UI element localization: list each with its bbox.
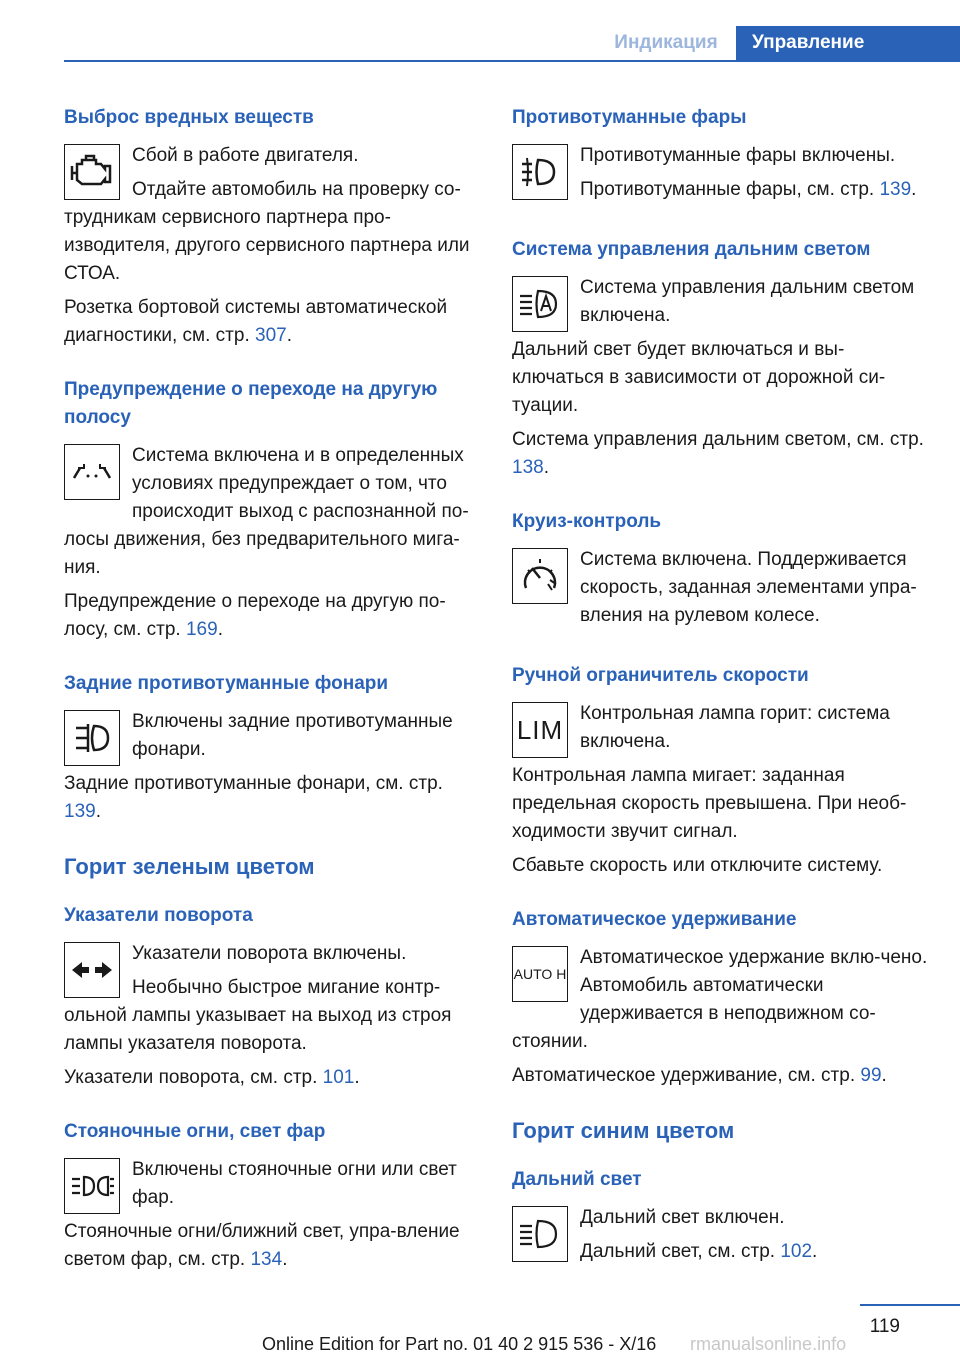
section-lane-departure xyxy=(64,376,484,644)
page-ref-link[interactable]: 134 xyxy=(250,1249,283,1270)
turn-text-1: Указатели поворота включены. xyxy=(132,943,407,964)
autohold-ref-text: Автоматическое удерживание, см. стр. xyxy=(512,1065,861,1086)
section-auto-hold xyxy=(512,906,932,1090)
rear-fog-light-icon xyxy=(64,710,120,766)
section-title-cruise: Круиз-контроль xyxy=(512,511,662,532)
rear-fog-text-1: Включены задние противотуманные фонари. xyxy=(132,711,453,760)
limiter-text-3: Сбавьте скорость или отключите систему. xyxy=(512,855,883,876)
section-title-parking: Стояночные огни, свет фар xyxy=(64,1121,326,1142)
section-title-turn: Указатели поворота xyxy=(64,905,253,926)
section-cruise-control xyxy=(512,508,932,636)
cruise-text-1: Система включена. Поддерживается скорость, заданная элементами упра-вления на рулевом колесе. xyxy=(580,549,917,626)
lane-ref-text: Предупреждение о переходе на другую по-лосу, см. стр. xyxy=(64,591,446,640)
section-title-lane: Предупреждение о переходе на другую полосу xyxy=(64,379,438,428)
rear-fog-text-2: Задние противотуманные фонари, см. стр. 139. xyxy=(64,773,443,822)
parking-text-2: Стояночные огни/ближний свет, упра-вление светом фар, см. стр. 134. xyxy=(64,1221,460,1270)
engine-check-icon xyxy=(64,144,120,200)
page-ref-link[interactable]: 139 xyxy=(64,801,96,822)
tab-control[interactable]: Управление xyxy=(736,26,960,62)
auto-hold-icon xyxy=(512,946,568,1002)
hba-ref-text: Система управления дальним светом, см. стр. xyxy=(512,429,924,450)
page-ref-link[interactable]: 169 xyxy=(185,619,218,640)
speed-limiter-icon-label: LIM xyxy=(516,714,564,745)
turn-text-2: Необычно быстрое мигание контр-ольной лампы указывает на выход из строя лампы указателя поворота. xyxy=(64,977,452,1054)
turn-signal-icon xyxy=(64,942,120,998)
autohold-text-2: Автоматическое удерживание, см. стр. 99. xyxy=(512,1065,887,1086)
page-ref-link[interactable]: 138 xyxy=(512,457,544,478)
turn-ref-text: Указатели поворота, см. стр. xyxy=(64,1067,323,1088)
section-title-front-fog: Противотуманные фары xyxy=(512,107,747,128)
autohold-text-1: Автоматическое удержание вклю-чено. Автомобиль автоматически удерживается в неподвижном со-стоянии. xyxy=(512,947,928,1052)
section-speed-limiter xyxy=(512,662,932,880)
hba-text-3: Система управления дальним светом, см. стр. 138. xyxy=(512,429,924,478)
watermark: rmanualsonline.info xyxy=(690,1334,847,1354)
section-title-hba: Система управления дальним светом xyxy=(512,239,871,260)
section-parking-lights xyxy=(64,1118,484,1274)
right-column xyxy=(512,104,932,1298)
section-front-fog xyxy=(512,104,932,210)
section-title-rear-fog: Задние противотуманные фонари xyxy=(64,673,389,694)
lane-text-2: Предупреждение о переходе на другую по-лосу, см. стр. 169. xyxy=(64,591,446,640)
section-title-autohold: Автоматическое удерживание xyxy=(512,909,797,930)
lane-text-1: Система включена и в определенных условиях предупреждает о том, что происходит выход с распознанной по-лосы движения, без предварительного мига-ния. xyxy=(64,445,469,578)
parking-light-icon xyxy=(64,1158,120,1214)
front-fog-text-1: Противотуманные фары включены. xyxy=(580,145,896,166)
hba-text-2: Дальний свет будет включаться и вы-ключаться в зависимости от дорожной си-туации. xyxy=(512,339,886,416)
parking-ref-text: Стояночные огни/ближний свет, упра-вление светом фар, см. стр. xyxy=(64,1221,460,1270)
emissions-text-1: Сбой в работе двигателя. xyxy=(132,145,359,166)
front-fog-light-icon xyxy=(512,144,568,200)
high-beam-text-1: Дальний свет включен. xyxy=(580,1207,785,1228)
front-fog-text-2: Противотуманные фары, см. стр. 139. xyxy=(580,179,917,200)
section-title-emissions: Выброс вредных веществ xyxy=(64,107,314,128)
page-ref-link[interactable]: 102 xyxy=(780,1241,813,1262)
high-beam-text-2: Дальний свет, см. стр. 102. xyxy=(580,1241,818,1262)
emissions-text-3: Розетка бортовой системы автоматической диагностики, см. стр. 307. xyxy=(64,297,448,346)
emissions-text-2: Отдайте автомобиль на проверку со-трудникам сервисного партнера про-изводителя, другого сервисного партнера или СТОА. xyxy=(64,179,470,284)
lane-departure-icon xyxy=(64,444,120,500)
footer-rule xyxy=(860,1304,960,1306)
section-title-limiter: Ручной ограничитель скорости xyxy=(512,665,809,686)
header-rule xyxy=(64,60,960,62)
emissions-ref-text: Розетка бортовой системы автоматической диагностики, см. стр. xyxy=(64,297,448,346)
high-beam-assist-icon xyxy=(512,276,568,332)
edition-line: Online Edition for Part no. 01 40 2 915 536 - X/16 xyxy=(262,1334,657,1354)
rear-fog-ref-text: Задние противотуманные фонари, см. стр. xyxy=(64,773,443,794)
page-ref-link[interactable]: 101 xyxy=(322,1067,355,1088)
page-number: 119 xyxy=(869,1316,900,1337)
section-turn-signal xyxy=(64,902,484,1092)
high-beam-icon xyxy=(512,1206,568,1262)
auto-hold-icon-label: AUTO H xyxy=(513,966,567,982)
page-ref-link[interactable]: 99 xyxy=(860,1065,882,1086)
hba-text-1: Система управления дальним светом включена. xyxy=(580,277,915,326)
parking-text-1: Включены стояночные огни или свет фар. xyxy=(132,1159,457,1208)
section-title-high-beam: Дальний свет xyxy=(512,1169,642,1190)
speed-limiter-icon xyxy=(512,702,568,758)
section-high-beam xyxy=(512,1166,932,1272)
limiter-text-2: Контрольная лампа мигает: заданная предельная скорость превышена. При необ-ходимости звучит сигнал. xyxy=(512,765,907,842)
cruise-control-icon xyxy=(512,548,568,604)
limiter-text-1: Контрольная лампа горит: система включена. xyxy=(580,703,890,752)
tab-indication[interactable]: Индикация xyxy=(596,26,736,62)
turn-text-3: Указатели поворота, см. стр. 101. xyxy=(64,1067,360,1088)
page-ref-link[interactable]: 307 xyxy=(255,325,287,346)
section-emissions xyxy=(64,104,484,350)
high-beam-ref-text: Дальний свет, см. стр. xyxy=(580,1241,781,1262)
group-title-blue: Горит синим цветом xyxy=(512,1118,735,1143)
page-ref-link[interactable]: 139 xyxy=(879,179,912,200)
section-rear-fog xyxy=(64,670,484,826)
section-high-beam-assist xyxy=(512,236,932,482)
front-fog-ref-text: Противотуманные фары, см. стр. xyxy=(580,179,880,200)
left-column xyxy=(64,104,484,1300)
group-title-green: Горит зеленым цветом xyxy=(64,854,315,879)
